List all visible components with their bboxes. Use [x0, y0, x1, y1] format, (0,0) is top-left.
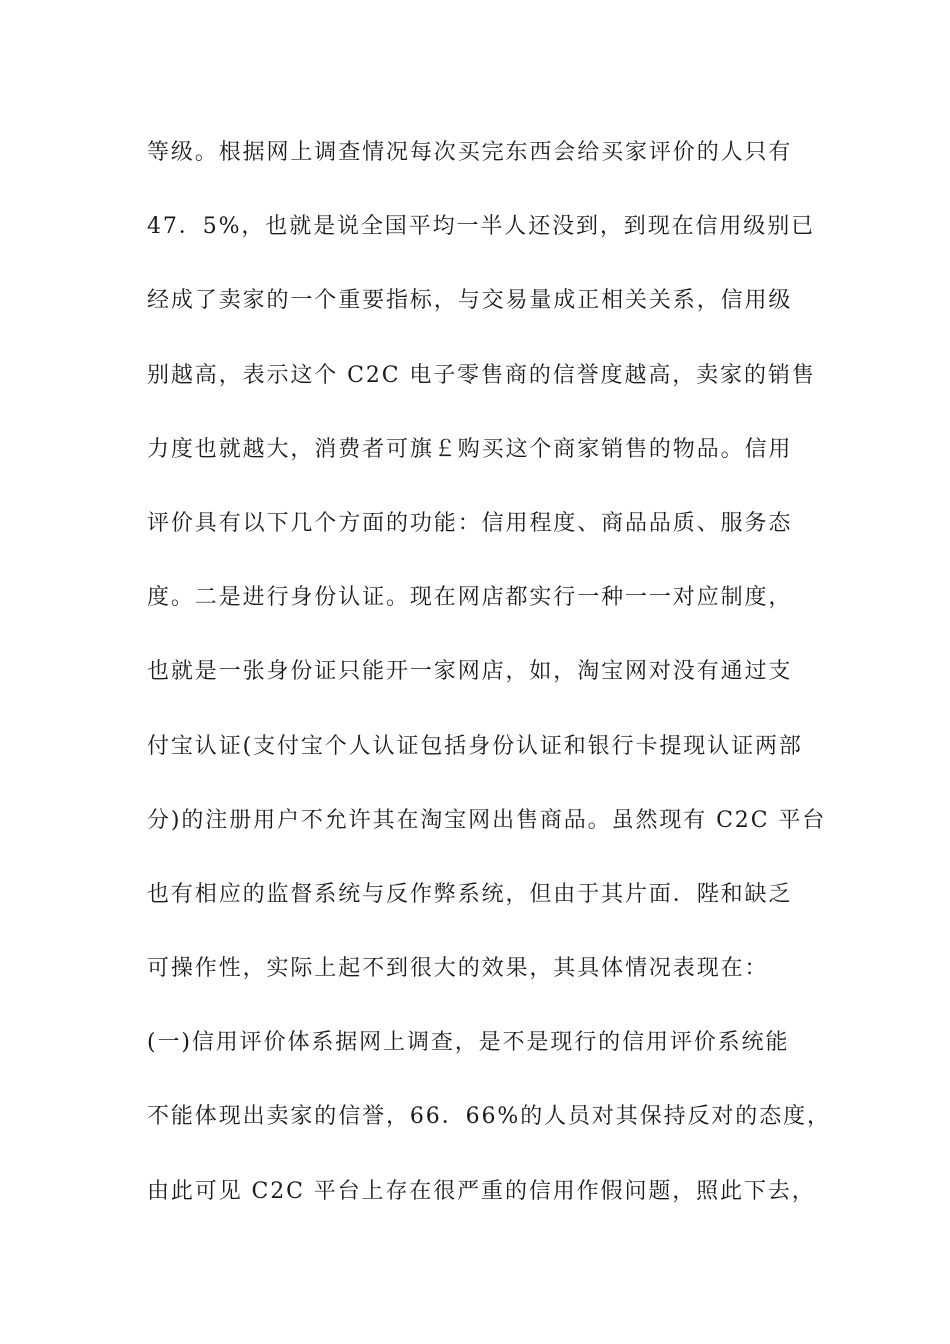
text-line: 等级。根据网上调查情况每次买完东西会给买家评价的人只有: [147, 140, 793, 165]
blank-line: [147, 690, 817, 727]
blank-line: [147, 171, 817, 208]
blank-line: [147, 245, 817, 282]
text-line: 付宝认证(支付宝个人认证包括身份认证和银行卡提现认证两部: [147, 733, 803, 759]
text-line: 不能体现出卖家的信誉，66．66%的人员对其保持反对的态度，: [147, 1104, 831, 1130]
body-text: [147, 134, 831, 1210]
text-line: 也有相应的监督系统与反作弊系统，但由于其片面．陛和缺乏: [147, 881, 793, 907]
text-line: 评价具有以下几个方面的功能：信用程度、商品品质、服务态: [147, 510, 793, 536]
blank-line: [147, 468, 817, 505]
blank-line: [147, 319, 817, 356]
text-line: 度。二是进行身份认证。现在网店都实行一种一一对应制度，: [147, 585, 793, 611]
blank-line: [147, 913, 817, 950]
blank-line: [147, 1136, 817, 1173]
blank-line: [147, 987, 817, 1024]
text-line: 47．5%，也就是说全国平均一半人还没到，到现在信用级别已: [147, 214, 815, 240]
blank-line: [147, 616, 817, 653]
text-line: 分)的注册用户不允许其在淘宝网出售商品。虽然现有 C2C 平台: [147, 807, 827, 833]
blank-line: [147, 839, 817, 876]
text-line: 力度也就越大，消费者可旗￡购买这个商家销售的物品。信用: [147, 436, 793, 462]
text-line: 由此可见 C2C 平台上存在很严重的信用作假问题，照此下去，: [147, 1178, 816, 1204]
text-line: (一)信用评价体系据网上调查，是不是现行的信用评价系统能: [147, 1030, 790, 1056]
blank-line: [147, 394, 817, 431]
text-line: 经成了卖家的一个重要指标，与交易量成正相关关系，信用级: [147, 288, 793, 314]
text-line: 别越高，表示这个 C2C 电子零售商的信誉度越高，卖家的销售: [147, 362, 816, 388]
text-line: 可操作性，实际上起不到很大的效果，其具体情况表现在：: [147, 956, 769, 982]
blank-line: [147, 1061, 817, 1098]
blank-line: [147, 542, 817, 579]
text-line: 也就是一张身份证只能开一家网店，如，淘宝网对没有通过支: [147, 659, 793, 685]
blank-line: [147, 765, 817, 802]
